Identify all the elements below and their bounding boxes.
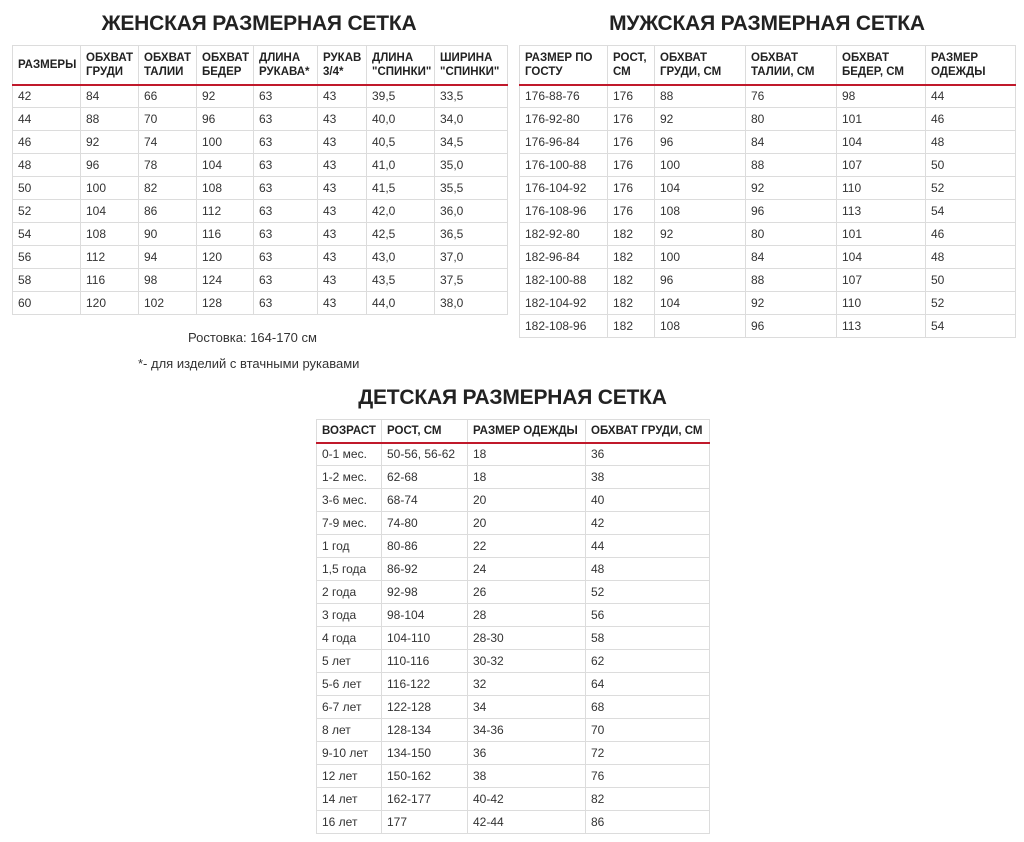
kids-table-cell: 0-1 мес.	[317, 443, 382, 466]
men-table-cell: 44	[926, 85, 1016, 108]
women-column-header: ДЛИНА "СПИНКИ"	[367, 46, 435, 85]
women-table-cell: 102	[139, 292, 197, 315]
women-table-cell: 104	[81, 200, 139, 223]
kids-table-cell: 40-42	[468, 788, 586, 811]
men-table-cell: 104	[837, 246, 926, 269]
men-table-cell: 176-92-80	[520, 108, 608, 131]
women-table-row	[13, 154, 508, 177]
kids-table-cell: 92-98	[382, 581, 468, 604]
kids-column-header: РОСТ, СМ	[382, 420, 468, 443]
kids-table-row	[317, 512, 710, 535]
men-table-cell: 107	[837, 269, 926, 292]
men-table-row	[520, 108, 1016, 131]
women-table-cell: 43	[318, 269, 367, 292]
women-table-cell: 43	[318, 200, 367, 223]
kids-table-cell: 104-110	[382, 627, 468, 650]
women-column-header: ОБХВАТ БЕДЕР	[197, 46, 254, 85]
men-table-cell: 182-92-80	[520, 223, 608, 246]
women-table-cell: 42	[13, 85, 81, 108]
kids-table-cell: 1 год	[317, 535, 382, 558]
kids-size-chart-title: ДЕТСКАЯ РАЗМЕРНАЯ СЕТКА	[358, 386, 667, 409]
women-table-cell: 88	[81, 108, 139, 131]
men-table-row	[520, 200, 1016, 223]
men-table-cell: 52	[926, 292, 1016, 315]
men-column-header: РАЗМЕР ПО ГОСТУ	[520, 46, 608, 85]
kids-table-row	[317, 466, 710, 489]
kids-table-cell: 58	[586, 627, 710, 650]
women-table-cell: 40,0	[367, 108, 435, 131]
men-table-cell: 182	[608, 269, 655, 292]
men-table-cell: 98	[837, 85, 926, 108]
kids-table-cell: 150-162	[382, 765, 468, 788]
men-table-cell: 182-104-92	[520, 292, 608, 315]
men-column-header: ОБХВАТ БЕДЕР, СМ	[837, 46, 926, 85]
women-table-cell: 63	[254, 131, 318, 154]
men-table-cell: 182-108-96	[520, 315, 608, 338]
men-table-cell: 96	[746, 200, 837, 223]
kids-table-cell: 20	[468, 489, 586, 512]
women-table-cell: 35,5	[435, 177, 508, 200]
kids-table-row	[317, 443, 710, 466]
men-table-cell: 176	[608, 200, 655, 223]
women-table-cell: 34,5	[435, 131, 508, 154]
men-table-cell: 80	[746, 223, 837, 246]
women-table-row	[13, 108, 508, 131]
kids-table-cell: 38	[468, 765, 586, 788]
women-column-header: РАЗМЕРЫ	[13, 46, 81, 85]
men-table-cell: 113	[837, 315, 926, 338]
kids-table-cell: 42-44	[468, 811, 586, 834]
kids-table-cell: 1,5 года	[317, 558, 382, 581]
women-table-cell: 58	[13, 269, 81, 292]
kids-table-cell: 24	[468, 558, 586, 581]
kids-table-cell: 18	[468, 466, 586, 489]
kids-table-row	[317, 489, 710, 512]
women-table-row	[13, 85, 508, 108]
women-table-cell: 84	[81, 85, 139, 108]
kids-table-row	[317, 558, 710, 581]
men-table-cell: 182	[608, 315, 655, 338]
kids-table-cell: 5-6 лет	[317, 673, 382, 696]
kids-table-cell: 110-116	[382, 650, 468, 673]
women-table-cell: 48	[13, 154, 81, 177]
women-table-cell: 56	[13, 246, 81, 269]
women-table-cell: 86	[139, 200, 197, 223]
kids-table-cell: 18	[468, 443, 586, 466]
kids-table-cell: 62	[586, 650, 710, 673]
kids-table-cell: 1-2 мес.	[317, 466, 382, 489]
men-table-cell: 182	[608, 292, 655, 315]
men-table-cell: 110	[837, 292, 926, 315]
men-table-cell: 46	[926, 108, 1016, 131]
kids-table-cell: 48	[586, 558, 710, 581]
women-table-cell: 43	[318, 177, 367, 200]
kids-table-cell: 86	[586, 811, 710, 834]
kids-size-table	[316, 419, 710, 834]
men-table-cell: 176-100-88	[520, 154, 608, 177]
men-table-cell: 182-96-84	[520, 246, 608, 269]
women-table-cell: 43	[318, 131, 367, 154]
kids-table-cell: 20	[468, 512, 586, 535]
kids-table-cell: 122-128	[382, 696, 468, 719]
kids-table-cell: 28-30	[468, 627, 586, 650]
women-table-row	[13, 246, 508, 269]
men-size-table	[519, 45, 1016, 338]
women-table-cell: 43,5	[367, 269, 435, 292]
kids-table-cell: 98-104	[382, 604, 468, 627]
men-table-cell: 100	[655, 246, 746, 269]
men-table-row	[520, 131, 1016, 154]
men-table-cell: 107	[837, 154, 926, 177]
kids-table-cell: 80-86	[382, 535, 468, 558]
women-table-cell: 38,0	[435, 292, 508, 315]
women-table-row	[13, 292, 508, 315]
men-table-cell: 96	[655, 131, 746, 154]
kids-table-cell: 26	[468, 581, 586, 604]
kids-table-cell: 9-10 лет	[317, 742, 382, 765]
women-table-cell: 108	[81, 223, 139, 246]
women-table-cell: 74	[139, 131, 197, 154]
women-table-cell: 40,5	[367, 131, 435, 154]
men-table-cell: 108	[655, 200, 746, 223]
men-table-cell: 104	[655, 292, 746, 315]
women-table-cell: 124	[197, 269, 254, 292]
women-table-cell: 100	[197, 131, 254, 154]
women-table-cell: 36,5	[435, 223, 508, 246]
kids-table-cell: 4 года	[317, 627, 382, 650]
women-table-cell: 52	[13, 200, 81, 223]
kids-table-cell: 3 года	[317, 604, 382, 627]
kids-table-cell: 128-134	[382, 719, 468, 742]
kids-table-cell: 74-80	[382, 512, 468, 535]
kids-table-cell: 6-7 лет	[317, 696, 382, 719]
kids-table-cell: 62-68	[382, 466, 468, 489]
women-table-cell: 100	[81, 177, 139, 200]
women-table-cell: 108	[197, 177, 254, 200]
women-table-cell: 120	[197, 246, 254, 269]
women-size-chart-title: ЖЕНСКАЯ РАЗМЕРНАЯ СЕТКА	[101, 12, 417, 35]
women-table-cell: 41,5	[367, 177, 435, 200]
kids-table-cell: 16 лет	[317, 811, 382, 834]
women-table-cell: 37,0	[435, 246, 508, 269]
men-table-cell: 108	[655, 315, 746, 338]
kids-table-cell: 3-6 мес.	[317, 489, 382, 512]
kids-table-cell: 8 лет	[317, 719, 382, 742]
women-table-row	[13, 200, 508, 223]
women-table-cell: 92	[197, 85, 254, 108]
kids-table-cell: 34-36	[468, 719, 586, 742]
men-table-cell: 48	[926, 246, 1016, 269]
women-table-cell: 116	[81, 269, 139, 292]
kids-table-cell: 72	[586, 742, 710, 765]
kids-table-cell: 42	[586, 512, 710, 535]
men-table-cell: 176	[608, 177, 655, 200]
kids-table-row	[317, 765, 710, 788]
kids-table-cell: 82	[586, 788, 710, 811]
women-table-cell: 116	[197, 223, 254, 246]
men-table-cell: 104	[837, 131, 926, 154]
kids-table-row	[317, 788, 710, 811]
kids-table-cell: 162-177	[382, 788, 468, 811]
kids-table-cell: 32	[468, 673, 586, 696]
women-column-header: РУКАВ 3/4*	[318, 46, 367, 85]
women-table-cell: 90	[139, 223, 197, 246]
kids-table-cell: 52	[586, 581, 710, 604]
kids-table-row	[317, 742, 710, 765]
women-column-header: ОБХВАТ ГРУДИ	[81, 46, 139, 85]
women-table-cell: 112	[81, 246, 139, 269]
men-table-cell: 92	[655, 108, 746, 131]
kids-table-cell: 7-9 мес.	[317, 512, 382, 535]
women-table-cell: 63	[254, 292, 318, 315]
men-table-cell: 101	[837, 223, 926, 246]
women-table-cell: 120	[81, 292, 139, 315]
women-table-cell: 94	[139, 246, 197, 269]
kids-table-row	[317, 581, 710, 604]
women-table-cell: 44,0	[367, 292, 435, 315]
women-table-cell: 128	[197, 292, 254, 315]
women-table-cell: 96	[197, 108, 254, 131]
men-table-cell: 88	[655, 85, 746, 108]
men-table-row	[520, 177, 1016, 200]
men-column-header: ОБХВАТ ГРУДИ, СМ	[655, 46, 746, 85]
women-table-row	[13, 131, 508, 154]
kids-table-row	[317, 811, 710, 834]
kids-table-cell: 5 лет	[317, 650, 382, 673]
men-table-cell: 92	[655, 223, 746, 246]
kids-table-cell: 36	[468, 742, 586, 765]
kids-table-cell: 28	[468, 604, 586, 627]
men-table-cell: 176-104-92	[520, 177, 608, 200]
men-table-cell: 96	[746, 315, 837, 338]
kids-table-row	[317, 535, 710, 558]
men-table-cell: 182	[608, 246, 655, 269]
women-table-cell: 43,0	[367, 246, 435, 269]
women-table-cell: 37,5	[435, 269, 508, 292]
women-table-cell: 43	[318, 85, 367, 108]
men-table-cell: 182-100-88	[520, 269, 608, 292]
women-table-cell: 33,5	[435, 85, 508, 108]
kids-header-row	[317, 420, 710, 443]
women-table-cell: 42,5	[367, 223, 435, 246]
kids-table-row	[317, 604, 710, 627]
women-table-cell: 60	[13, 292, 81, 315]
women-table-cell: 35,0	[435, 154, 508, 177]
men-header-row	[520, 46, 1016, 85]
women-table-row	[13, 223, 508, 246]
kids-table-cell: 56	[586, 604, 710, 627]
women-table-cell: 44	[13, 108, 81, 131]
women-table-cell: 112	[197, 200, 254, 223]
men-table-cell: 176	[608, 154, 655, 177]
kids-table-row	[317, 627, 710, 650]
men-table-cell: 80	[746, 108, 837, 131]
sleeve-note: *- для изделий с втачными рукавами	[138, 356, 360, 371]
kids-table-cell: 50-56, 56-62	[382, 443, 468, 466]
women-table-cell: 66	[139, 85, 197, 108]
women-table-cell: 78	[139, 154, 197, 177]
women-table-cell: 43	[318, 246, 367, 269]
men-table-cell: 101	[837, 108, 926, 131]
kids-table-cell: 2 года	[317, 581, 382, 604]
men-table-cell: 92	[746, 292, 837, 315]
women-table-cell: 63	[254, 177, 318, 200]
kids-column-header: ОБХВАТ ГРУДИ, СМ	[586, 420, 710, 443]
men-table-row	[520, 315, 1016, 338]
men-table-cell: 96	[655, 269, 746, 292]
men-table-cell: 54	[926, 200, 1016, 223]
kids-table-cell: 64	[586, 673, 710, 696]
men-size-chart-title: МУЖСКАЯ РАЗМЕРНАЯ СЕТКА	[609, 12, 925, 35]
men-table-cell: 176	[608, 108, 655, 131]
women-table-cell: 41,0	[367, 154, 435, 177]
women-column-header: ДЛИНА РУКАВА*	[254, 46, 318, 85]
women-table-cell: 43	[318, 154, 367, 177]
women-table-cell: 104	[197, 154, 254, 177]
women-size-table	[12, 45, 508, 315]
women-table-cell: 70	[139, 108, 197, 131]
kids-table-cell: 12 лет	[317, 765, 382, 788]
women-table-cell: 92	[81, 131, 139, 154]
men-table-cell: 88	[746, 269, 837, 292]
men-table-cell: 176-88-76	[520, 85, 608, 108]
kids-table-cell: 177	[382, 811, 468, 834]
men-table-cell: 54	[926, 315, 1016, 338]
men-table-cell: 84	[746, 131, 837, 154]
men-table-cell: 84	[746, 246, 837, 269]
men-table-cell: 88	[746, 154, 837, 177]
men-table-cell: 48	[926, 131, 1016, 154]
men-table-row	[520, 154, 1016, 177]
men-table-cell: 92	[746, 177, 837, 200]
women-table-cell: 96	[81, 154, 139, 177]
women-table-cell: 63	[254, 108, 318, 131]
men-table-cell: 50	[926, 154, 1016, 177]
kids-table-row	[317, 719, 710, 742]
men-table-row	[520, 85, 1016, 108]
women-header-row	[13, 46, 508, 85]
women-table-cell: 63	[254, 154, 318, 177]
men-column-header: РОСТ, СМ	[608, 46, 655, 85]
men-table-row	[520, 269, 1016, 292]
kids-table-cell: 68-74	[382, 489, 468, 512]
women-table-cell: 63	[254, 85, 318, 108]
men-table-cell: 50	[926, 269, 1016, 292]
kids-table-cell: 68	[586, 696, 710, 719]
women-table-cell: 98	[139, 269, 197, 292]
women-table-cell: 63	[254, 223, 318, 246]
women-table-cell: 63	[254, 269, 318, 292]
women-table-cell: 82	[139, 177, 197, 200]
kids-table-cell: 86-92	[382, 558, 468, 581]
kids-table-cell: 30-32	[468, 650, 586, 673]
men-column-header: ОБХВАТ ТАЛИИ, СМ	[746, 46, 837, 85]
women-table-cell: 43	[318, 223, 367, 246]
men-table-cell: 182	[608, 223, 655, 246]
kids-table-cell: 116-122	[382, 673, 468, 696]
men-table-cell: 176-108-96	[520, 200, 608, 223]
men-table-cell: 176	[608, 85, 655, 108]
men-table-cell: 113	[837, 200, 926, 223]
kids-table-cell: 40	[586, 489, 710, 512]
kids-table-cell: 70	[586, 719, 710, 742]
men-table-cell: 176	[608, 131, 655, 154]
women-table-cell: 63	[254, 246, 318, 269]
women-table-cell: 54	[13, 223, 81, 246]
women-table-cell: 50	[13, 177, 81, 200]
men-table-row	[520, 246, 1016, 269]
men-table-cell: 100	[655, 154, 746, 177]
men-table-cell: 76	[746, 85, 837, 108]
women-table-cell: 43	[318, 108, 367, 131]
women-table-cell: 36,0	[435, 200, 508, 223]
men-table-cell: 110	[837, 177, 926, 200]
kids-table-cell: 76	[586, 765, 710, 788]
men-table-cell: 52	[926, 177, 1016, 200]
kids-column-header: ВОЗРАСТ	[317, 420, 382, 443]
men-table-row	[520, 292, 1016, 315]
women-table-cell: 46	[13, 131, 81, 154]
women-table-cell: 63	[254, 200, 318, 223]
men-table-row	[520, 223, 1016, 246]
kids-column-header: РАЗМЕР ОДЕЖДЫ	[468, 420, 586, 443]
kids-table-cell: 38	[586, 466, 710, 489]
kids-table-cell: 134-150	[382, 742, 468, 765]
kids-table-cell: 34	[468, 696, 586, 719]
height-note: Ростовка: 164-170 см	[188, 330, 317, 345]
men-table-cell: 104	[655, 177, 746, 200]
women-column-header: ШИРИНА "СПИНКИ"	[435, 46, 508, 85]
men-column-header: РАЗМЕР ОДЕЖДЫ	[926, 46, 1016, 85]
kids-table-cell: 44	[586, 535, 710, 558]
kids-table-cell: 14 лет	[317, 788, 382, 811]
kids-table-row	[317, 673, 710, 696]
men-table-cell: 176-96-84	[520, 131, 608, 154]
kids-table-row	[317, 696, 710, 719]
women-table-cell: 39,5	[367, 85, 435, 108]
women-table-cell: 42,0	[367, 200, 435, 223]
women-table-row	[13, 269, 508, 292]
women-column-header: ОБХВАТ ТАЛИИ	[139, 46, 197, 85]
kids-table-cell: 22	[468, 535, 586, 558]
kids-table-cell: 36	[586, 443, 710, 466]
women-table-row	[13, 177, 508, 200]
kids-table-row	[317, 650, 710, 673]
men-table-cell: 46	[926, 223, 1016, 246]
women-table-cell: 34,0	[435, 108, 508, 131]
women-table-cell: 43	[318, 292, 367, 315]
